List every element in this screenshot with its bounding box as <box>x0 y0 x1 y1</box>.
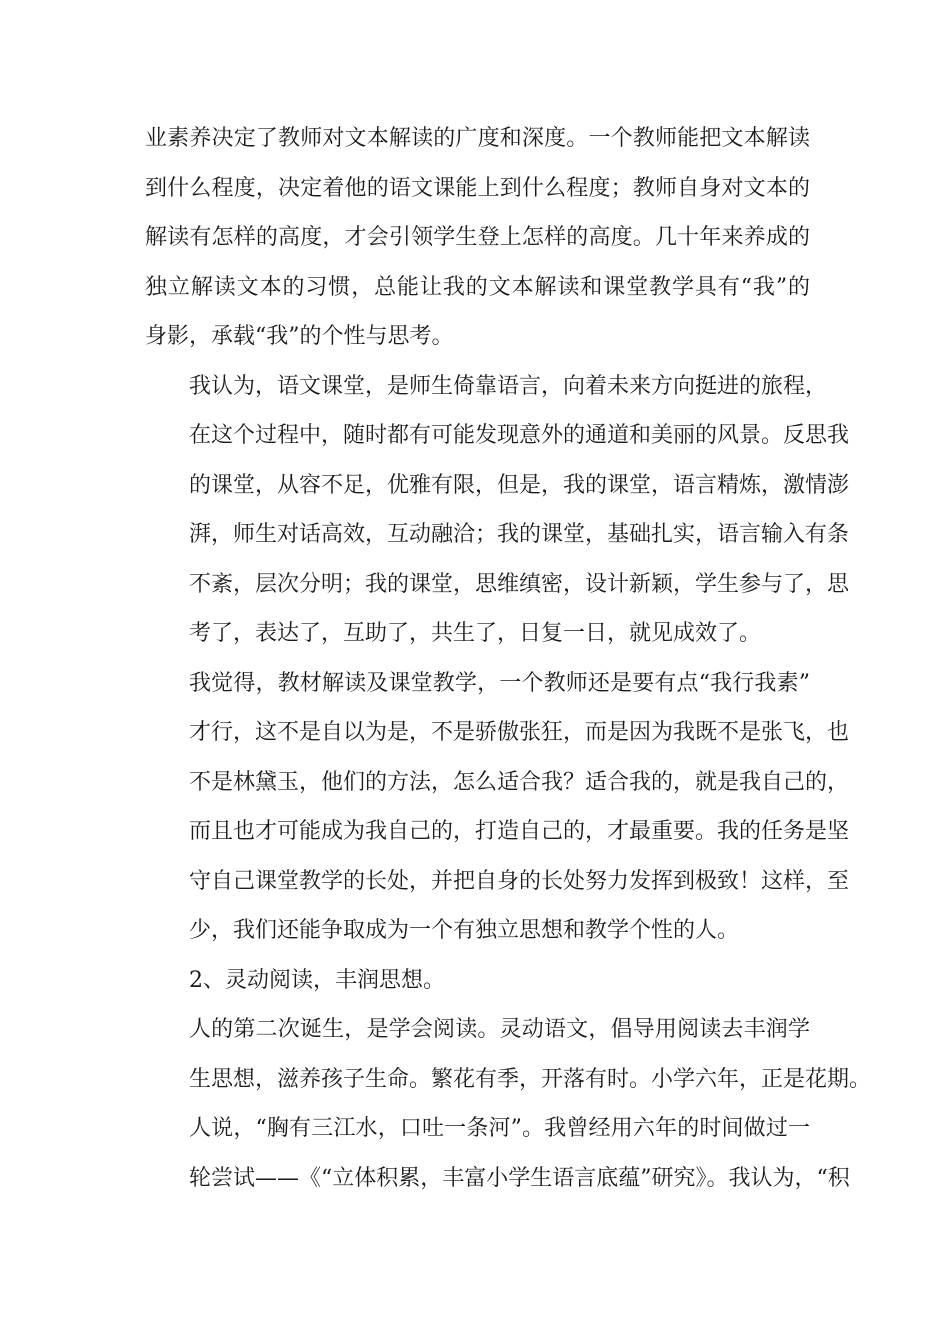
paragraph <box>145 1104 850 1203</box>
text-line: 我觉得，教材解读及课堂教学，一个教师还是要有点“我行我素” <box>189 670 810 696</box>
text-line: 湃，师生对话高效，互动融洽；我的课堂，基础扎实，语言输入有条 <box>189 522 850 547</box>
text-line: 才行，这不是自以为是，不是骄傲张狂，而是因为我既不是张飞，也 <box>189 720 850 745</box>
paragraph <box>145 114 810 362</box>
text-line: 不是林黛玉，他们的方法，怎么适合我？适合我的，就是我自己的， <box>189 769 850 795</box>
paragraph <box>145 362 850 659</box>
document-body <box>145 114 872 1203</box>
text-line: 2、灵动阅读，丰润思想。 <box>189 967 445 993</box>
paragraph <box>145 659 850 956</box>
paragraph <box>145 956 810 1006</box>
text-line: 独立解读文本的习惯，总能让我的文本解读和课堂教学具有“我”的 <box>145 274 810 300</box>
text-line: 考了，表达了，互助了，共生了，日复一日，就见成效了。 <box>189 621 762 646</box>
text-line: 我认为，语文课堂，是师生倚靠语言，向着未来方向挺进的旅程， <box>189 373 828 399</box>
text-line: 少，我们还能争取成为一个有独立思想和教学个性的人。 <box>189 918 740 943</box>
text-line: 生思想，滋养孩子生命。繁花有季，开落有时。小学六年，正是花期。 <box>189 1066 872 1092</box>
text-line: 人说，“胸有三江水，口吐一条河”。我曾经用六年的时间做过一 <box>189 1116 810 1141</box>
text-line: 轮尝试——《“立体积累，丰富小学生语言底蕴”研究》。我认为，“积 <box>189 1165 850 1191</box>
text-line: 守自己课堂教学的长处，并把自身的长处努力发挥到极致！这样，至 <box>189 868 850 894</box>
text-line: 人的第二次诞生，是学会阅读。灵动语文，倡导用阅读去丰润学 <box>189 1017 810 1042</box>
text-line: 而且也才可能成为我自己的，打造自己的，才最重要。我的任务是坚 <box>189 819 850 844</box>
text-line: 解读有怎样的高度，才会引领学生登上怎样的高度。几十年来养成的 <box>145 225 810 250</box>
text-line: 不紊，层次分明；我的课堂，思维缜密，设计新颖，学生参与了，思 <box>189 571 850 597</box>
text-line: 在这个过程中，随时都有可能发现意外的通道和美丽的风景。反思我 <box>189 423 850 448</box>
text-line: 身影，承载“我”的个性与思考。 <box>145 324 454 349</box>
text-line: 业素养决定了教师对文本解读的广度和深度。一个教师能把文本解读 <box>145 126 810 151</box>
paragraph <box>145 1005 872 1104</box>
text-line: 的课堂，从容不足，优雅有限，但是，我的课堂，语言精炼，激情澎 <box>189 472 850 498</box>
text-line: 到什么程度，决定着他的语文课能上到什么程度；教师自身对文本的 <box>145 175 810 201</box>
